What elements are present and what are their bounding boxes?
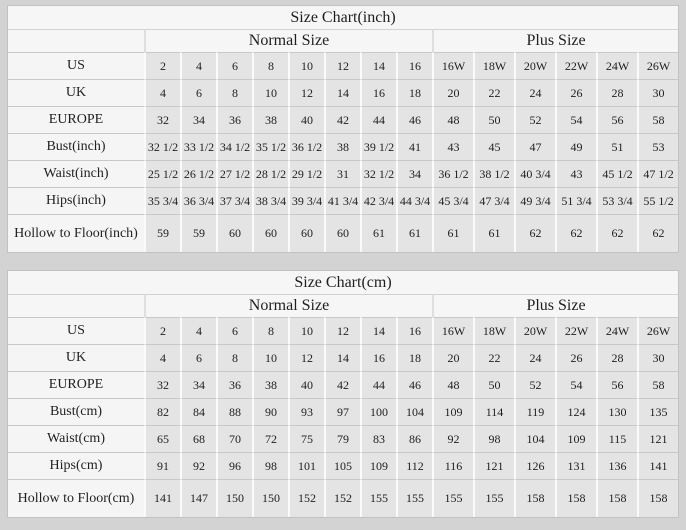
size-value-cell: 61 [396, 214, 432, 252]
size-value-cell: 12 [324, 52, 360, 79]
size-value-cell: 104 [514, 425, 555, 452]
size-value-cell: 16 [360, 344, 396, 371]
size-value-cell: 39 3/4 [288, 187, 324, 214]
size-value-cell: 58 [637, 371, 678, 398]
size-value-cell: 109 [432, 398, 473, 425]
size-value-cell: 27 1/2 [216, 160, 252, 187]
size-value-cell: 141 [637, 452, 678, 479]
size-value-cell: 38 [252, 106, 288, 133]
size-value-cell: 41 [396, 133, 432, 160]
size-value-cell: 28 [596, 344, 637, 371]
table-row [8, 371, 678, 398]
size-value-cell: 4 [180, 52, 216, 79]
table-row [8, 214, 678, 252]
plus-size-header: Plus Size [432, 29, 678, 52]
size-value-cell: 39 1/2 [360, 133, 396, 160]
size-value-cell: 14 [360, 52, 396, 79]
size-value-cell: 22 [473, 344, 514, 371]
size-value-cell: 2 [144, 317, 180, 344]
row-label: Hips(inch) [8, 187, 144, 214]
size-value-cell: 6 [216, 52, 252, 79]
size-value-cell: 36 [216, 371, 252, 398]
size-value-cell: 31 [324, 160, 360, 187]
size-value-cell: 44 3/4 [396, 187, 432, 214]
size-value-cell: 24W [596, 317, 637, 344]
table-row [8, 160, 678, 187]
size-chart-cm-table [7, 270, 679, 518]
size-value-cell: 47 3/4 [473, 187, 514, 214]
size-value-cell: 112 [396, 452, 432, 479]
size-value-cell: 16 [396, 52, 432, 79]
size-value-cell: 59 [144, 214, 180, 252]
size-value-cell: 50 [473, 371, 514, 398]
size-value-cell: 130 [596, 398, 637, 425]
table-row [8, 187, 678, 214]
size-value-cell: 155 [473, 479, 514, 517]
row-label: EUROPE [8, 106, 144, 133]
size-value-cell: 101 [288, 452, 324, 479]
size-value-cell: 32 1/2 [144, 133, 180, 160]
size-value-cell: 30 [637, 79, 678, 106]
size-value-cell: 90 [252, 398, 288, 425]
size-value-cell: 51 [596, 133, 637, 160]
size-value-cell: 43 [555, 160, 596, 187]
size-value-cell: 45 3/4 [432, 187, 473, 214]
table-row [8, 133, 678, 160]
size-value-cell: 60 [252, 214, 288, 252]
size-value-cell: 32 [144, 106, 180, 133]
size-value-cell: 14 [360, 317, 396, 344]
size-value-cell: 65 [144, 425, 180, 452]
size-value-cell: 18 [396, 79, 432, 106]
table-row [8, 317, 678, 344]
table-title-inch: Size Chart(inch) [8, 6, 678, 29]
size-value-cell: 22W [555, 317, 596, 344]
size-value-cell: 10 [288, 317, 324, 344]
row-label: US [8, 52, 144, 79]
size-value-cell: 8 [216, 344, 252, 371]
size-value-cell: 53 3/4 [596, 187, 637, 214]
size-value-cell: 49 3/4 [514, 187, 555, 214]
table-row [8, 479, 678, 517]
size-value-cell: 88 [216, 398, 252, 425]
size-value-cell: 131 [555, 452, 596, 479]
size-value-cell: 105 [324, 452, 360, 479]
size-value-cell: 34 [396, 160, 432, 187]
size-value-cell: 26W [637, 317, 678, 344]
row-label: Waist(inch) [8, 160, 144, 187]
normal-size-header: Normal Size [144, 29, 432, 52]
size-value-cell: 104 [396, 398, 432, 425]
size-value-cell: 56 [596, 371, 637, 398]
size-value-cell: 12 [288, 79, 324, 106]
size-value-cell: 14 [324, 79, 360, 106]
table-row [8, 52, 678, 79]
size-value-cell: 29 1/2 [288, 160, 324, 187]
size-value-cell: 68 [180, 425, 216, 452]
size-value-cell: 26 [555, 79, 596, 106]
size-value-cell: 40 [288, 371, 324, 398]
size-value-cell: 150 [216, 479, 252, 517]
size-value-cell: 152 [288, 479, 324, 517]
size-value-cell: 6 [180, 79, 216, 106]
size-value-cell: 60 [288, 214, 324, 252]
size-value-cell: 12 [288, 344, 324, 371]
size-value-cell: 158 [555, 479, 596, 517]
size-value-cell: 4 [144, 344, 180, 371]
size-value-cell: 93 [288, 398, 324, 425]
size-value-cell: 34 [180, 106, 216, 133]
size-value-cell: 98 [252, 452, 288, 479]
size-value-cell: 97 [324, 398, 360, 425]
corner-empty-cell [8, 294, 144, 317]
size-value-cell: 16 [396, 317, 432, 344]
normal-size-header: Normal Size [144, 294, 432, 317]
size-value-cell: 32 1/2 [360, 160, 396, 187]
size-value-cell: 155 [360, 479, 396, 517]
size-value-cell: 54 [555, 371, 596, 398]
size-value-cell: 44 [360, 371, 396, 398]
size-value-cell: 45 [473, 133, 514, 160]
size-value-cell: 135 [637, 398, 678, 425]
size-value-cell: 61 [473, 214, 514, 252]
size-value-cell: 38 [324, 133, 360, 160]
size-value-cell: 58 [637, 106, 678, 133]
size-value-cell: 121 [473, 452, 514, 479]
row-label: Waist(cm) [8, 425, 144, 452]
size-value-cell: 26 1/2 [180, 160, 216, 187]
size-value-cell: 25 1/2 [144, 160, 180, 187]
size-value-cell: 45 1/2 [596, 160, 637, 187]
size-value-cell: 51 3/4 [555, 187, 596, 214]
row-label: Hollow to Floor(inch) [8, 214, 144, 252]
size-group-header-row [8, 294, 678, 317]
size-value-cell: 4 [144, 79, 180, 106]
size-value-cell: 158 [596, 479, 637, 517]
size-value-cell: 91 [144, 452, 180, 479]
size-value-cell: 61 [432, 214, 473, 252]
size-value-cell: 42 [324, 371, 360, 398]
size-value-cell: 40 3/4 [514, 160, 555, 187]
size-value-cell: 119 [514, 398, 555, 425]
size-value-cell: 62 [555, 214, 596, 252]
size-value-cell: 8 [252, 52, 288, 79]
size-value-cell: 16W [432, 317, 473, 344]
size-value-cell: 62 [637, 214, 678, 252]
size-value-cell: 115 [596, 425, 637, 452]
size-value-cell: 70 [216, 425, 252, 452]
size-value-cell: 52 [514, 106, 555, 133]
size-value-cell: 114 [473, 398, 514, 425]
size-value-cell: 54 [555, 106, 596, 133]
size-value-cell: 16 [360, 79, 396, 106]
size-value-cell: 62 [596, 214, 637, 252]
size-value-cell: 24 [514, 79, 555, 106]
size-value-cell: 20W [514, 52, 555, 79]
size-value-cell: 72 [252, 425, 288, 452]
size-value-cell: 36 3/4 [180, 187, 216, 214]
size-value-cell: 52 [514, 371, 555, 398]
corner-empty-cell [8, 29, 144, 52]
size-value-cell: 46 [396, 371, 432, 398]
size-value-cell: 61 [360, 214, 396, 252]
size-value-cell: 42 [324, 106, 360, 133]
size-value-cell: 121 [637, 425, 678, 452]
table-title-row [8, 271, 678, 294]
table-row [8, 398, 678, 425]
row-label: EUROPE [8, 371, 144, 398]
size-value-cell: 40 [288, 106, 324, 133]
size-value-cell: 158 [514, 479, 555, 517]
size-value-cell: 8 [216, 79, 252, 106]
size-value-cell: 20W [514, 317, 555, 344]
table-title-cm: Size Chart(cm) [8, 271, 678, 294]
size-value-cell: 32 [144, 371, 180, 398]
row-label: Bust(inch) [8, 133, 144, 160]
size-value-cell: 4 [180, 317, 216, 344]
table-row [8, 452, 678, 479]
size-value-cell: 98 [473, 425, 514, 452]
size-value-cell: 62 [514, 214, 555, 252]
size-value-cell: 124 [555, 398, 596, 425]
size-value-cell: 18W [473, 317, 514, 344]
size-value-cell: 96 [216, 452, 252, 479]
size-value-cell: 50 [473, 106, 514, 133]
size-value-cell: 8 [252, 317, 288, 344]
size-value-cell: 34 [180, 371, 216, 398]
size-value-cell: 20 [432, 79, 473, 106]
size-value-cell: 18W [473, 52, 514, 79]
size-value-cell: 155 [396, 479, 432, 517]
size-value-cell: 55 1/2 [637, 187, 678, 214]
size-value-cell: 60 [324, 214, 360, 252]
size-value-cell: 92 [180, 452, 216, 479]
size-value-cell: 136 [596, 452, 637, 479]
size-value-cell: 22 [473, 79, 514, 106]
size-value-cell: 10 [252, 79, 288, 106]
size-value-cell: 12 [324, 317, 360, 344]
size-value-cell: 86 [396, 425, 432, 452]
table-row [8, 425, 678, 452]
size-value-cell: 35 3/4 [144, 187, 180, 214]
size-value-cell: 6 [216, 317, 252, 344]
size-value-cell: 47 [514, 133, 555, 160]
size-value-cell: 48 [432, 371, 473, 398]
size-value-cell: 10 [252, 344, 288, 371]
size-value-cell: 20 [432, 344, 473, 371]
size-value-cell: 33 1/2 [180, 133, 216, 160]
size-value-cell: 10 [288, 52, 324, 79]
size-chart-inch-table [7, 5, 679, 253]
size-value-cell: 116 [432, 452, 473, 479]
size-value-cell: 150 [252, 479, 288, 517]
size-value-cell: 36 [216, 106, 252, 133]
row-label: UK [8, 344, 144, 371]
size-value-cell: 158 [637, 479, 678, 517]
size-value-cell: 53 [637, 133, 678, 160]
size-value-cell: 30 [637, 344, 678, 371]
size-value-cell: 126 [514, 452, 555, 479]
size-value-cell: 75 [288, 425, 324, 452]
size-value-cell: 44 [360, 106, 396, 133]
size-value-cell: 100 [360, 398, 396, 425]
table-title-row [8, 6, 678, 29]
size-value-cell: 6 [180, 344, 216, 371]
table-row [8, 79, 678, 106]
size-value-cell: 28 [596, 79, 637, 106]
size-value-cell: 34 1/2 [216, 133, 252, 160]
size-value-cell: 14 [324, 344, 360, 371]
table-row [8, 106, 678, 133]
size-value-cell: 92 [432, 425, 473, 452]
size-value-cell: 38 3/4 [252, 187, 288, 214]
size-value-cell: 36 1/2 [432, 160, 473, 187]
size-value-cell: 38 1/2 [473, 160, 514, 187]
size-value-cell: 38 [252, 371, 288, 398]
size-value-cell: 16W [432, 52, 473, 79]
row-label: UK [8, 79, 144, 106]
size-value-cell: 49 [555, 133, 596, 160]
size-value-cell: 152 [324, 479, 360, 517]
size-value-cell: 26 [555, 344, 596, 371]
size-value-cell: 109 [360, 452, 396, 479]
size-value-cell: 37 3/4 [216, 187, 252, 214]
size-value-cell: 147 [180, 479, 216, 517]
size-value-cell: 35 1/2 [252, 133, 288, 160]
size-group-header-row [8, 29, 678, 52]
size-value-cell: 22W [555, 52, 596, 79]
size-value-cell: 83 [360, 425, 396, 452]
size-value-cell: 26W [637, 52, 678, 79]
size-value-cell: 155 [432, 479, 473, 517]
size-value-cell: 36 1/2 [288, 133, 324, 160]
size-value-cell: 141 [144, 479, 180, 517]
row-label: Hips(cm) [8, 452, 144, 479]
size-value-cell: 56 [596, 106, 637, 133]
row-label: Hollow to Floor(cm) [8, 479, 144, 517]
size-value-cell: 47 1/2 [637, 160, 678, 187]
size-value-cell: 79 [324, 425, 360, 452]
size-value-cell: 43 [432, 133, 473, 160]
row-label: Bust(cm) [8, 398, 144, 425]
size-value-cell: 2 [144, 52, 180, 79]
row-label: US [8, 317, 144, 344]
size-value-cell: 59 [180, 214, 216, 252]
table-row [8, 344, 678, 371]
size-value-cell: 42 3/4 [360, 187, 396, 214]
size-value-cell: 84 [180, 398, 216, 425]
size-value-cell: 41 3/4 [324, 187, 360, 214]
size-value-cell: 46 [396, 106, 432, 133]
size-value-cell: 82 [144, 398, 180, 425]
size-value-cell: 109 [555, 425, 596, 452]
plus-size-header: Plus Size [432, 294, 678, 317]
size-value-cell: 24W [596, 52, 637, 79]
size-value-cell: 24 [514, 344, 555, 371]
size-value-cell: 60 [216, 214, 252, 252]
size-value-cell: 48 [432, 106, 473, 133]
size-value-cell: 18 [396, 344, 432, 371]
size-value-cell: 28 1/2 [252, 160, 288, 187]
